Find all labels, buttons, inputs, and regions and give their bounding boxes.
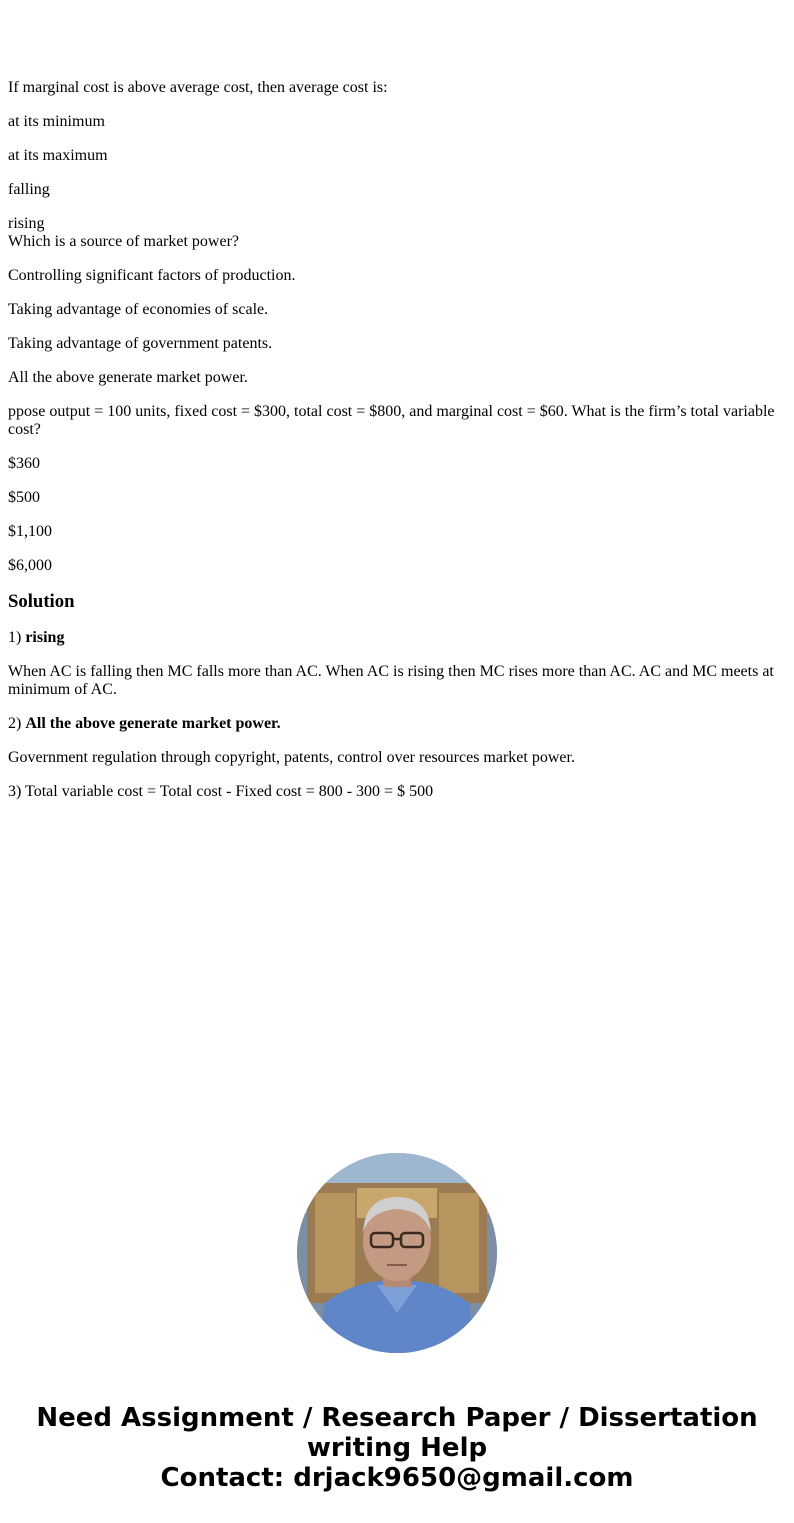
- answer-2-value: All the above generate market power.: [25, 715, 281, 732]
- solution-explanation-1: When AC is falling then MC falls more than AC. When AC is rising then MC rises more than AC. AC and MC meets at minimum of AC.: [8, 663, 774, 698]
- answer-2-number: 2): [8, 715, 26, 732]
- question-3-option-b: $500: [8, 489, 40, 506]
- question-3-option-c: $1,100: [8, 523, 52, 540]
- solution-heading: Solution: [8, 591, 75, 612]
- question-2-prompt: Which is a source of market power?: [8, 233, 240, 250]
- question-3-option-a: $360: [8, 455, 40, 472]
- solution-explanation-2: Government regulation through copyright, patents, control over resources market power.: [8, 749, 575, 766]
- author-avatar: [297, 1153, 497, 1353]
- question-1-prompt: If marginal cost is above average cost, then average cost is:: [8, 79, 388, 96]
- promo-banner: [0, 1403, 794, 1493]
- document-body: [8, 79, 786, 817]
- question-2-option-c: Taking advantage of government patents.: [8, 335, 273, 352]
- question-3-option-d: $6,000: [8, 557, 52, 574]
- solution-answer-3: 3) Total variable cost = Total cost - Fixed cost = 800 - 300 = $ 500: [8, 783, 434, 800]
- question-1-option-d: rising: [8, 215, 45, 232]
- answer-1-number: 1): [8, 629, 26, 646]
- question-2-option-b: Taking advantage of economies of scale.: [8, 301, 269, 318]
- solution-answer-1: [8, 629, 786, 647]
- question-1-option-b: at its maximum: [8, 147, 108, 164]
- promo-line-2: writing Help: [306, 1433, 488, 1463]
- question-3-prompt: ppose output = 100 units, fixed cost = $300, total cost = $800, and marginal cost = $60. What is the firm’s total variable cost?: [8, 403, 775, 438]
- question-1-option-c: falling: [8, 181, 50, 198]
- question-1-option-a: at its minimum: [8, 113, 105, 130]
- question-2-option-d: All the above generate market power.: [8, 369, 248, 386]
- solution-answer-2: [8, 715, 786, 733]
- promo-contact: Contact: drjack9650@gmail.com: [160, 1463, 634, 1493]
- promo-line-1: Need Assignment / Research Paper / Dissertation: [36, 1403, 758, 1433]
- answer-1-value: rising: [25, 629, 65, 646]
- question-2-option-a: Controlling significant factors of production.: [8, 267, 296, 284]
